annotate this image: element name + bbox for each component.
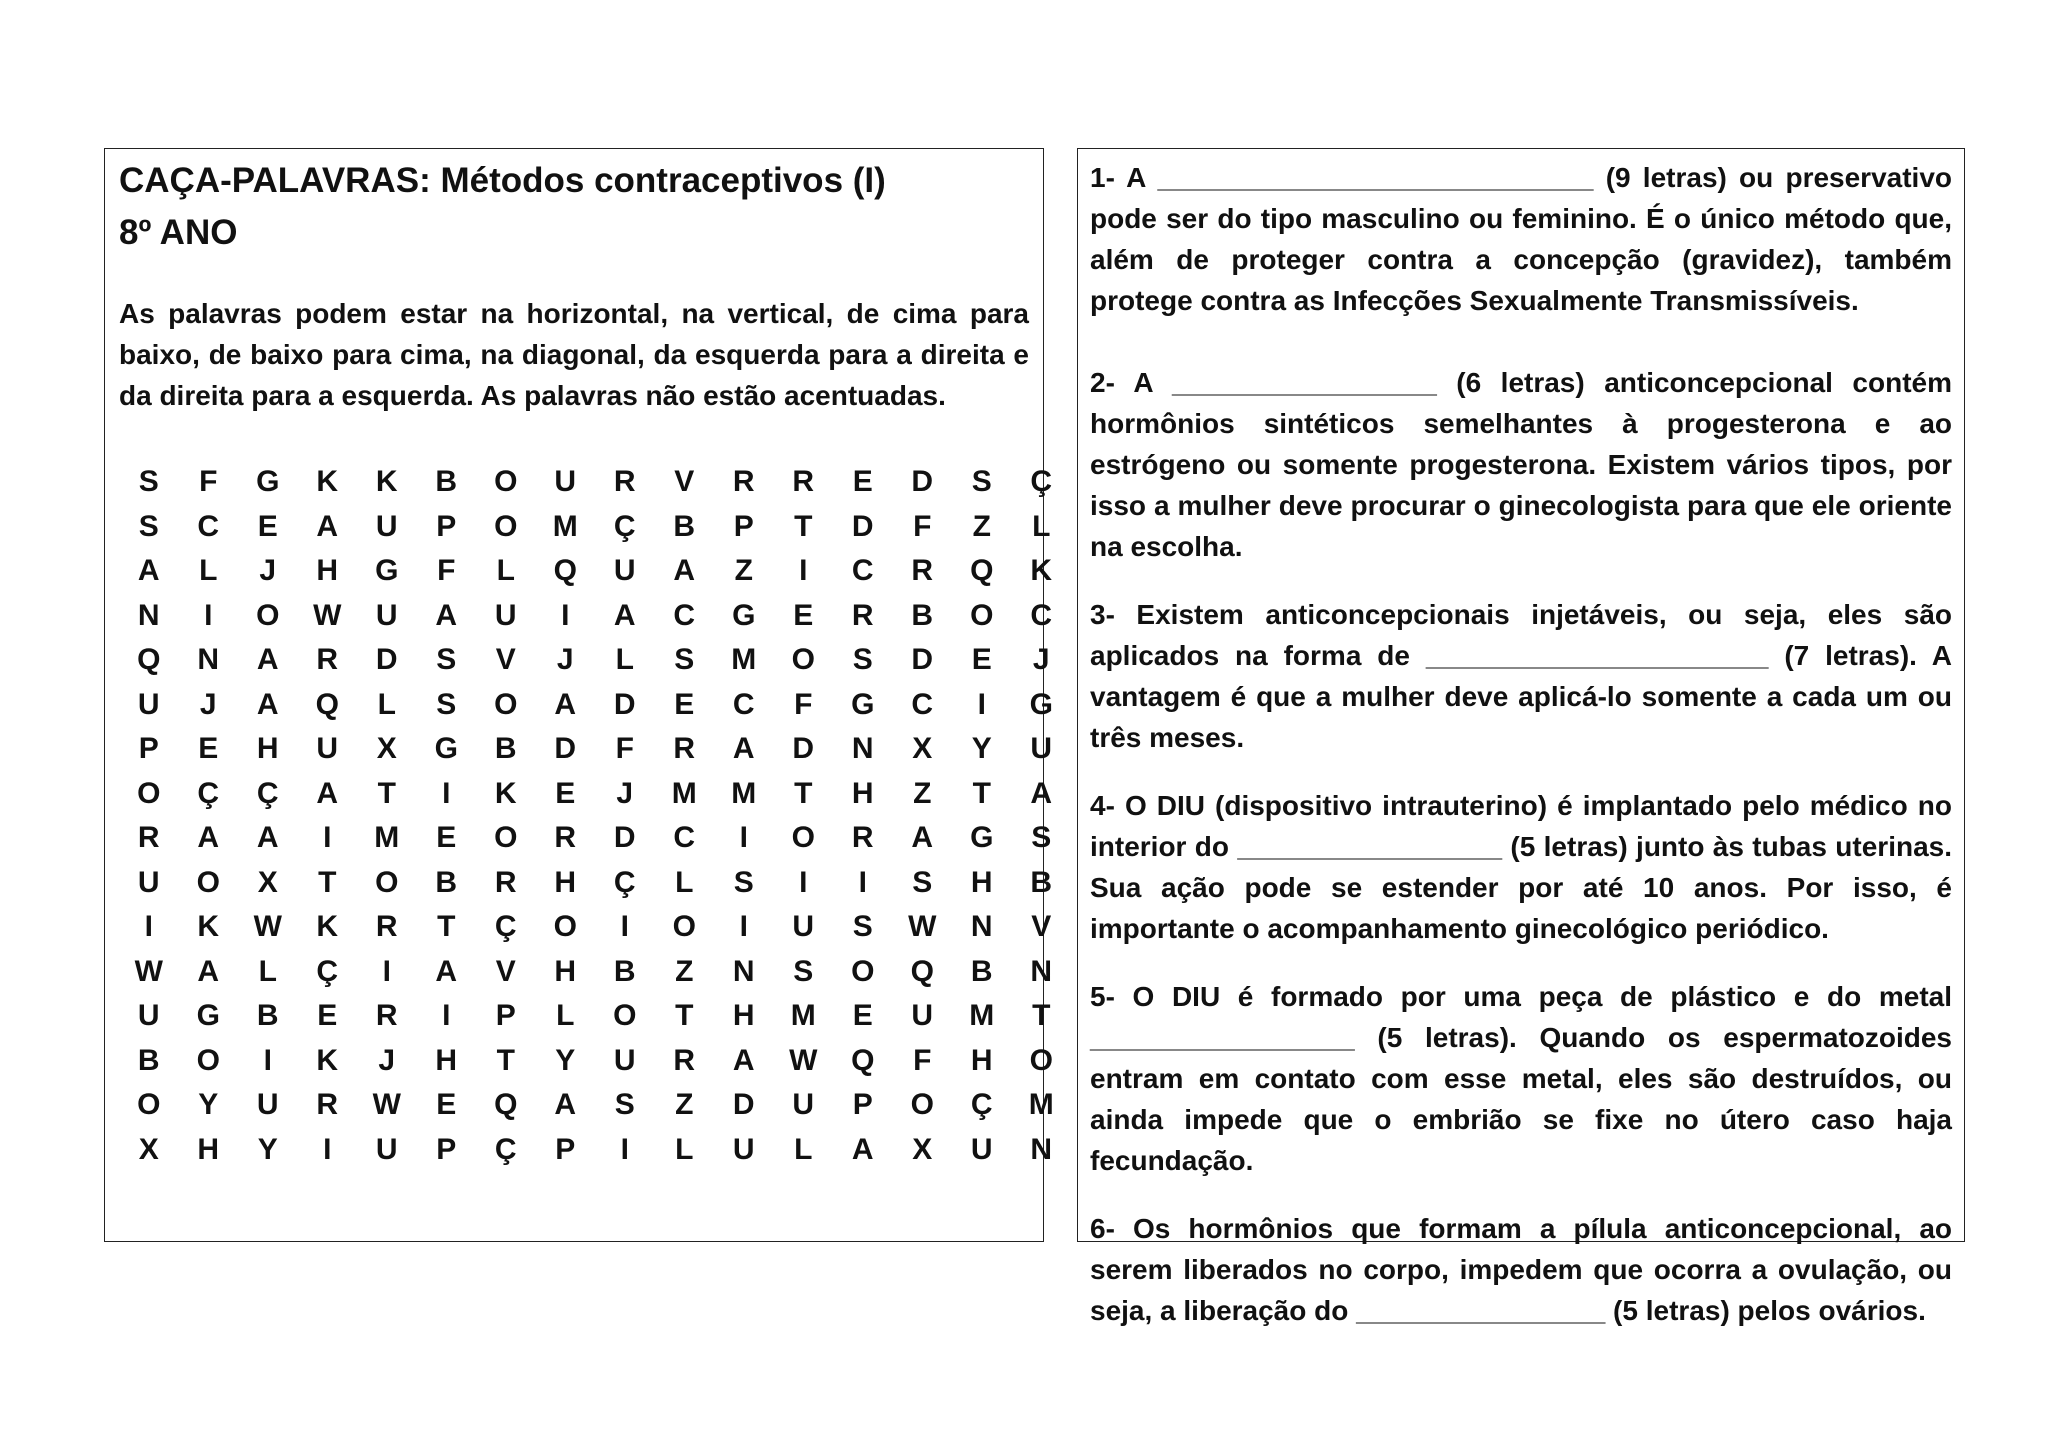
grid-letter: O [494, 465, 518, 498]
grid-letter: Ç [494, 1132, 517, 1166]
grid-letter: L [675, 1132, 694, 1166]
grid-letter: F [437, 554, 456, 587]
grid-letter: O [494, 821, 518, 854]
grid-letter: R [494, 865, 517, 899]
grid-letter: G [1029, 687, 1053, 721]
grid-letter: I [977, 687, 986, 721]
grid-letter: W [372, 1088, 401, 1121]
grid-letter: A [256, 821, 279, 854]
grid-letter: D [613, 687, 636, 721]
grid-letter: F [794, 687, 813, 721]
grid-letter: O [851, 954, 875, 988]
grid-letter: R [792, 465, 815, 498]
question-6: 6- Os hormônios que formam a pílula anticoncepcional, ao serem liberados no corpo, impedem que ocorra a ovulação, ou seja, a liberação do ________________ (5 letras) pelos ovários. [1090, 1213, 1952, 1326]
grid-letter: T [675, 999, 694, 1032]
grid-letter: B [137, 1043, 160, 1077]
grid-letter: O [970, 598, 994, 632]
grid-letter: U [613, 1043, 636, 1077]
grid-letter: L [377, 687, 396, 721]
grid-letter: M [969, 999, 995, 1032]
grid-letter: N [851, 732, 874, 765]
grid-letter: A [197, 821, 220, 854]
grid-letter: R [613, 465, 636, 498]
grid-letter: P [852, 1088, 873, 1121]
grid-letter: H [732, 999, 755, 1032]
grid-letter: I [620, 1132, 629, 1166]
grid-letter: Q [851, 1043, 875, 1077]
grid-letter: I [442, 776, 451, 810]
grid-letter: M [671, 776, 697, 810]
grid-letter: P [555, 1132, 576, 1166]
grid-letter: V [674, 465, 695, 498]
grid-letter: Z [675, 1088, 694, 1121]
grid-letter: U [316, 732, 339, 765]
grid-letter: P [138, 732, 159, 765]
grid-letter: A [613, 598, 636, 632]
grid-letter: R [673, 732, 696, 765]
grid-letter: L [556, 999, 575, 1032]
grid-letter: Z [734, 554, 753, 587]
grid-letter: A [197, 954, 220, 988]
grid-letter: A [911, 821, 934, 854]
grid-letter: I [620, 910, 629, 943]
grid-letter: I [799, 865, 808, 899]
grid-letter: L [675, 865, 694, 899]
grid-letter: J [1032, 643, 1050, 676]
grid-letter: Y [971, 732, 992, 765]
grid-letter: I [144, 910, 153, 943]
grid-letter: I [323, 821, 332, 854]
grid-letter: O [375, 865, 399, 899]
grid-letter: B [435, 865, 458, 899]
grid-letter: X [912, 732, 933, 765]
grid-letter: C [1030, 598, 1053, 632]
grid-letter: E [555, 776, 576, 810]
grid-letter: U [613, 554, 636, 587]
grid-letter: M [731, 643, 757, 676]
grid-letter: Ç [256, 776, 279, 810]
grid-letter: Z [972, 509, 991, 543]
grid-letter: A [137, 554, 160, 587]
grid-letter: N [197, 643, 220, 676]
grid-letter: R [554, 821, 577, 854]
grid-letter: U [494, 598, 517, 632]
grid-letter: R [316, 1088, 339, 1121]
grid-letter: P [436, 1132, 457, 1166]
grid-letter: E [852, 465, 873, 498]
grid-letter: M [731, 776, 757, 810]
grid-letter: U [792, 1088, 815, 1121]
grid-letter: C [851, 554, 874, 587]
grid-letter: N [732, 954, 755, 988]
grid-letter: F [615, 732, 634, 765]
grid-letter: S [436, 687, 457, 721]
grid-letter: O [910, 1088, 934, 1121]
grid-letter: X [912, 1132, 933, 1166]
grid-letter: L [1032, 509, 1051, 543]
grid-letter: G [196, 999, 220, 1032]
grid-letter: T [1032, 999, 1051, 1032]
grid-letter: U [970, 1132, 993, 1166]
grid-letter: S [436, 643, 457, 676]
grid-letter: I [858, 865, 867, 899]
grid-letter: Y [555, 1043, 576, 1077]
grid-letter: R [375, 910, 398, 943]
grid-letter: I [204, 598, 213, 632]
grid-letter: B [256, 999, 279, 1032]
instructions-text: As palavras podem estar na horizontal, na vertical, de cima para baixo, de baixo para cima, na diagonal, da esquerda para a direita e da direita para a esquerda. As palavras não estão acentuadas. [119, 298, 1029, 411]
question-5: 5- O DIU é formado por uma peça de plástico e do metal _________________ (5 letras). Quando os espermatozoides entram em contato com esse metal, eles são destruídos, ou ainda impede que o embrião se fixe no útero caso haja fecundação. [1090, 981, 1952, 1176]
grid-letter: X [138, 1132, 159, 1166]
grid-letter: L [794, 1132, 813, 1166]
grid-letter: V [1031, 910, 1052, 943]
grid-letter: I [263, 1043, 272, 1077]
grid-letter: T [972, 776, 991, 810]
grid-letter: A [554, 687, 577, 721]
grid-letter: O [137, 776, 161, 810]
question-1: 1- A ____________________________ (9 letras) ou preservativo pode ser do tipo masculino ou feminino. É o único método que, além de proteger contra a concepção (gravidez), também protege contra as Infecções Sexualmente Transmissíveis. [1090, 162, 1952, 316]
grid-letter: Q [315, 687, 339, 721]
grid-letter: T [437, 910, 456, 943]
grid-letter: B [613, 954, 636, 988]
grid-letter: D [554, 732, 577, 765]
grid-letter: M [374, 821, 400, 854]
grid-letter: V [495, 954, 516, 988]
grid-letter: G [375, 554, 399, 587]
grid-letter: E [436, 1088, 457, 1121]
grid-letter: Y [198, 1088, 219, 1121]
grid-letter: T [794, 509, 813, 543]
grid-letter: D [911, 643, 934, 676]
grid-letter: O [791, 821, 815, 854]
grid-letter: R [911, 554, 934, 587]
grid-letter: D [732, 1088, 755, 1121]
grid-letter: E [198, 732, 219, 765]
grid-letter: K [1030, 554, 1053, 587]
grid-letter: D [375, 643, 398, 676]
grid-letter: I [382, 954, 391, 988]
grid-letter: T [496, 1043, 515, 1077]
grid-letter: Ç [613, 509, 636, 543]
grid-letter: M [790, 999, 816, 1032]
grid-letter: V [495, 643, 516, 676]
grid-letter: T [318, 865, 337, 899]
grid-letter: X [257, 865, 278, 899]
grid-letter: N [1030, 1132, 1053, 1166]
grid-letter: U [137, 687, 160, 721]
grid-letter: K [494, 776, 517, 810]
grid-letter: H [970, 1043, 993, 1077]
grid-letter: L [199, 554, 218, 587]
grid-letter: H [554, 954, 577, 988]
grid-letter: A [851, 1132, 874, 1166]
grid-letter: P [436, 509, 457, 543]
grid-letter: A [316, 776, 339, 810]
grid-letter: U [375, 509, 398, 543]
letter-grid [119, 460, 1054, 1172]
grid-letter: J [259, 554, 277, 587]
grid-letter: W [134, 954, 163, 988]
grid-letter: G [732, 598, 756, 632]
grid-letter: H [970, 865, 993, 899]
grid-letter: Ç [494, 910, 517, 943]
grid-letter: E [852, 999, 873, 1032]
grid-letter: J [616, 776, 634, 810]
grid-letter: U [137, 999, 160, 1032]
grid-letter: D [911, 465, 934, 498]
grid-letter: Ç [197, 776, 220, 810]
grid-letter: P [733, 509, 754, 543]
grid-letter: D [851, 509, 874, 543]
grid-letter: J [199, 687, 217, 721]
grid-letter: E [436, 821, 457, 854]
grid-letter: I [739, 910, 748, 943]
grid-letter: P [495, 999, 516, 1032]
grid-letter: C [197, 509, 220, 543]
grid-letter: A [256, 643, 279, 676]
grid-letter: O [553, 910, 577, 943]
grid-letter: T [377, 776, 396, 810]
question-4: 4- O DIU (dispositivo intrauterino) é implantado pelo médico no interior do _________________ (5 letras) junto às tubas uterinas. Sua ação pode se estender por até 10 anos. Por isso, é importante o acompanhamento ginecológico periódico. [1090, 790, 1952, 944]
grid-letter: U [256, 1088, 279, 1121]
grid-letter: B [494, 732, 517, 765]
grid-letter: B [911, 598, 934, 632]
grid-letter: Q [970, 554, 994, 587]
grid-letter: G [851, 687, 875, 721]
grid-letter: Ç [613, 865, 636, 899]
grid-letter: L [258, 954, 277, 988]
grid-letter: R [851, 821, 874, 854]
grid-letter: K [316, 910, 339, 943]
grid-letter: W [313, 598, 342, 632]
grid-letter: W [253, 910, 282, 943]
grid-letter: A [256, 687, 279, 721]
grid-letter: R [316, 643, 339, 676]
grid-letter: A [554, 1088, 577, 1121]
grid-letter: E [793, 598, 814, 632]
grid-letter: O [256, 598, 280, 632]
grid-letter: U [137, 865, 160, 899]
grid-letter: O [494, 687, 518, 721]
grid-letter: A [1030, 776, 1053, 810]
grid-letter: L [615, 643, 634, 676]
grid-letter: H [851, 776, 874, 810]
grid-letter: G [970, 821, 994, 854]
grid-letter: R [673, 1043, 696, 1077]
grid-letter: J [378, 1043, 396, 1077]
grade-label: 8º ANO [119, 213, 238, 252]
word-search-panel [104, 148, 1054, 1242]
grid-letter: I [561, 598, 570, 632]
grid-letter: J [556, 643, 574, 676]
grid-letter: O [196, 1043, 220, 1077]
grid-letter: M [1028, 1088, 1054, 1121]
grid-letter: F [913, 509, 932, 543]
grid-letter: O [791, 643, 815, 676]
grid-letter: Ç [1030, 465, 1053, 498]
grid-letter: A [732, 1043, 755, 1077]
grid-letter: Q [137, 643, 161, 676]
grid-letter: Q [494, 1088, 518, 1121]
grid-letter: C [911, 687, 934, 721]
grid-letter: B [673, 509, 696, 543]
grid-letter: F [913, 1043, 932, 1077]
grid-letter: C [673, 821, 696, 854]
grid-letter: F [199, 465, 218, 498]
grid-letter: K [316, 1043, 339, 1077]
grid-letter: E [674, 687, 695, 721]
question-2: 2- A _________________ (6 letras) anticoncepcional contém hormônios sintéticos semelhantes à progesterona e ao estrógeno ou somente progesterona. Existem vários tipos, por isso a mulher deve procurar o ginecologista para que ele oriente na escolha. [1090, 367, 1952, 562]
grid-letter: Q [553, 554, 577, 587]
grid-letter: D [792, 732, 815, 765]
grid-letter: A [435, 598, 458, 632]
grid-letter: Z [913, 776, 932, 810]
grid-letter: K [375, 465, 398, 498]
question-3: 3- Existem anticoncepcionais injetáveis, ou seja, eles são aplicados na forma de ______________________ (7 letras). A vantagem é que a mulher deve aplicá-lo somente a cada um ou três meses. [1090, 599, 1952, 753]
grid-letter: G [256, 465, 280, 498]
grid-letter: I [739, 821, 748, 854]
grid-letter: C [673, 598, 696, 632]
page-title: CAÇA-PALAVRAS: Métodos contraceptivos (I) [119, 161, 886, 200]
grid-letter: X [376, 732, 397, 765]
grid-letter: Y [257, 1132, 278, 1166]
grid-letter: O [494, 509, 518, 543]
grid-letter: S [912, 865, 933, 899]
grid-letter: I [799, 554, 808, 587]
grid-letter: H [316, 554, 339, 587]
grid-letter: S [971, 465, 992, 498]
grid-letter: O [672, 910, 696, 943]
grid-letter: L [496, 554, 515, 587]
grid-letter: M [552, 509, 578, 543]
grid-letter: I [323, 1132, 332, 1166]
grid-letter: S [733, 865, 754, 899]
grid-letter: O [613, 999, 637, 1032]
grid-letter: I [442, 999, 451, 1032]
grid-letter: W [789, 1043, 818, 1077]
grid-letter: O [1029, 1043, 1053, 1077]
grid-letter: R [851, 598, 874, 632]
grid-letter: S [793, 954, 814, 988]
grid-letter: Q [910, 954, 934, 988]
grid-letter: B [435, 465, 458, 498]
grid-letter: K [316, 465, 339, 498]
grid-letter: A [732, 732, 755, 765]
grid-letter: B [1030, 865, 1053, 899]
grid-letter: O [137, 1088, 161, 1121]
grid-letter: K [197, 910, 220, 943]
grid-letter: Ç [970, 1088, 993, 1121]
grid-letter: T [794, 776, 813, 810]
grid-letter: R [732, 465, 755, 498]
grid-letter: R [375, 999, 398, 1032]
grid-letter: U [554, 465, 577, 498]
grid-letter: C [732, 687, 755, 721]
questions-panel [1077, 148, 1965, 1326]
grid-letter: E [257, 509, 278, 543]
grid-letter: S [674, 643, 695, 676]
grid-letter: H [554, 865, 577, 899]
grid-letter: U [375, 598, 398, 632]
grid-letter: B [970, 954, 993, 988]
grid-letter: Z [675, 954, 694, 988]
grid-letter: Ç [316, 954, 339, 988]
grid-letter: U [732, 1132, 755, 1166]
grid-letter: W [908, 910, 937, 943]
grid-letter: U [375, 1132, 398, 1166]
grid-letter: S [138, 465, 159, 498]
grid-letter: S [614, 1088, 635, 1121]
grid-letter: E [317, 999, 338, 1032]
grid-letter: S [1031, 821, 1052, 854]
grid-letter: U [1030, 732, 1053, 765]
grid-letter: A [435, 954, 458, 988]
grid-letter: A [673, 554, 696, 587]
grid-letter: U [911, 999, 934, 1032]
grid-letter: H [256, 732, 279, 765]
grid-letter: H [435, 1043, 458, 1077]
grid-letter: S [852, 643, 873, 676]
grid-letter: G [434, 732, 458, 765]
grid-letter: N [1030, 954, 1053, 988]
grid-letter: U [792, 910, 815, 943]
grid-letter: D [613, 821, 636, 854]
grid-letter: A [316, 509, 339, 543]
grid-letter: R [137, 821, 160, 854]
grid-letter: O [196, 865, 220, 899]
grid-letter: E [971, 643, 992, 676]
grid-letter: S [852, 910, 873, 943]
grid-letter: N [970, 910, 993, 943]
grid-letter: N [137, 598, 160, 632]
grid-letter: S [138, 509, 159, 543]
grid-letter: H [197, 1132, 220, 1166]
